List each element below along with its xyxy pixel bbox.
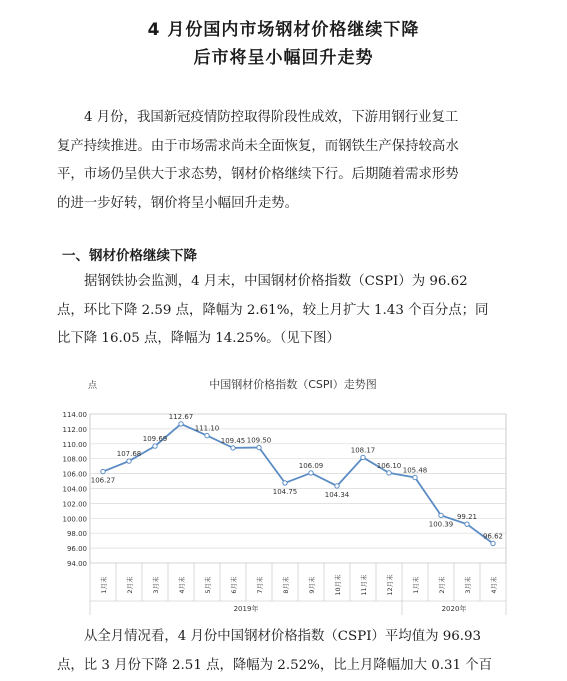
x-tick-label: 6月末 [230,576,238,594]
document-title-line1: 4 月份国内市场钢材价格继续下降 [147,20,420,40]
data-point [387,471,391,475]
x-tick-label: 10月末 [334,574,342,596]
x-tick-label: 4月末 [490,576,498,594]
data-label: 106.09 [298,461,324,470]
x-tick-label: 7月末 [256,576,264,594]
y-tick-label: 108.00 [62,455,87,464]
data-label: 108.17 [350,446,376,455]
x-tick-label: 9月末 [308,576,316,594]
x-tick-label: 2月末 [438,576,446,594]
y-tick-label: 112.00 [62,425,87,434]
x-tick-label: 1月末 [412,576,420,594]
document-title-line2: 后市将呈小幅回升走势 [193,48,374,68]
data-label: 109.50 [246,436,272,445]
x-tick-label: 3月末 [152,576,160,594]
x-tick-label: 5月末 [204,576,212,594]
data-label: 106.10 [376,461,402,470]
x-tick-label: 3月末 [464,576,472,594]
data-point [439,513,443,517]
intro-line-4: 的进一步好转，钢价将呈小幅回升走势。 [57,195,299,211]
cspi-chart-svg [58,376,518,616]
x-tick-label: 1月末 [100,576,108,594]
data-point [101,469,105,473]
data-point [465,522,469,526]
intro-paragraph [57,104,515,218]
section1-line-3: 比下降 16.05 点，降幅为 14.25%。（见下图） [57,331,340,346]
intro-line-1: 4 月份，我国新冠疫情防控取得阶段性成效，下游用钢行业复工 [84,110,459,125]
data-point [153,444,157,448]
cspi-chart [58,376,518,616]
data-label: 109.69 [142,435,168,444]
data-label: 109.45 [220,436,246,445]
data-point [283,481,287,485]
x-tick-label: 12月末 [386,574,394,596]
intro-line-3: 平，市场仍呈供大于求态势，钢材价格继续下行。后期随着需求形势 [57,167,459,182]
closing-line-1: 从全月情况看，4 月份中国钢材价格指数（CSPI）平均值为 96.93 [84,629,482,644]
data-point [179,422,183,426]
data-label: 96.62 [482,532,504,541]
x-tick-label: 8月末 [282,576,290,594]
data-label: 111.10 [194,424,220,433]
data-point [361,455,365,459]
data-point [257,445,261,449]
y-tick-label: 106.00 [62,470,87,479]
section1-paragraph [57,268,515,354]
intro-line-2: 复产持续推进。由于市场需求尚未全面恢复，而钢铁生产保持较高水 [57,138,459,154]
chart-ylabel: 点 [88,381,98,391]
y-tick-label: 110.00 [62,440,87,449]
data-point [127,459,131,463]
y-tick-label: 94.00 [66,560,87,568]
data-point [335,484,339,488]
data-label: 104.75 [272,487,298,496]
x-tick-label: 2月末 [126,576,134,594]
section1-line-2: 点，环比下降 2.59 点，降幅为 2.61%，较上月扩大 1.43 个百分点；同 [57,302,489,318]
section-heading: 一、钢材价格继续下降 [62,248,197,264]
data-point [413,475,417,479]
closing-paragraph [57,623,515,680]
data-point [309,471,313,475]
data-label: 105.48 [402,466,428,475]
y-tick-label: 102.00 [62,500,87,509]
data-point [231,446,235,450]
data-label: 107.68 [116,450,142,459]
chart-title: 中国钢材价格指数（CSPI）走势图 [209,378,377,391]
y-tick-label: 100.00 [62,515,87,524]
data-label: 100.39 [428,520,454,529]
y-tick-label: 114.00 [62,411,87,419]
y-tick-label: 98.00 [66,530,87,539]
data-label: 99.21 [456,513,478,522]
closing-line-2: 点，比 3 月份下降 2.51 点，降幅为 2.52%，比上月降幅加大 0.31 个百 [57,657,493,673]
data-point [491,541,495,545]
data-label: 104.34 [324,490,350,499]
year-group-label: 2020年 [441,605,467,613]
data-label: 106.27 [90,476,116,485]
x-tick-label: 11月末 [360,574,368,596]
data-point [205,433,209,437]
y-tick-label: 104.00 [62,485,87,494]
year-group-label: 2019年 [233,605,259,613]
section1-line-1: 据钢铁协会监测，4 月末，中国钢材价格指数（CSPI）为 96.62 [84,274,468,289]
y-tick-label: 96.00 [66,545,87,554]
x-tick-label: 4月末 [178,576,186,594]
data-label: 112.67 [168,412,194,421]
